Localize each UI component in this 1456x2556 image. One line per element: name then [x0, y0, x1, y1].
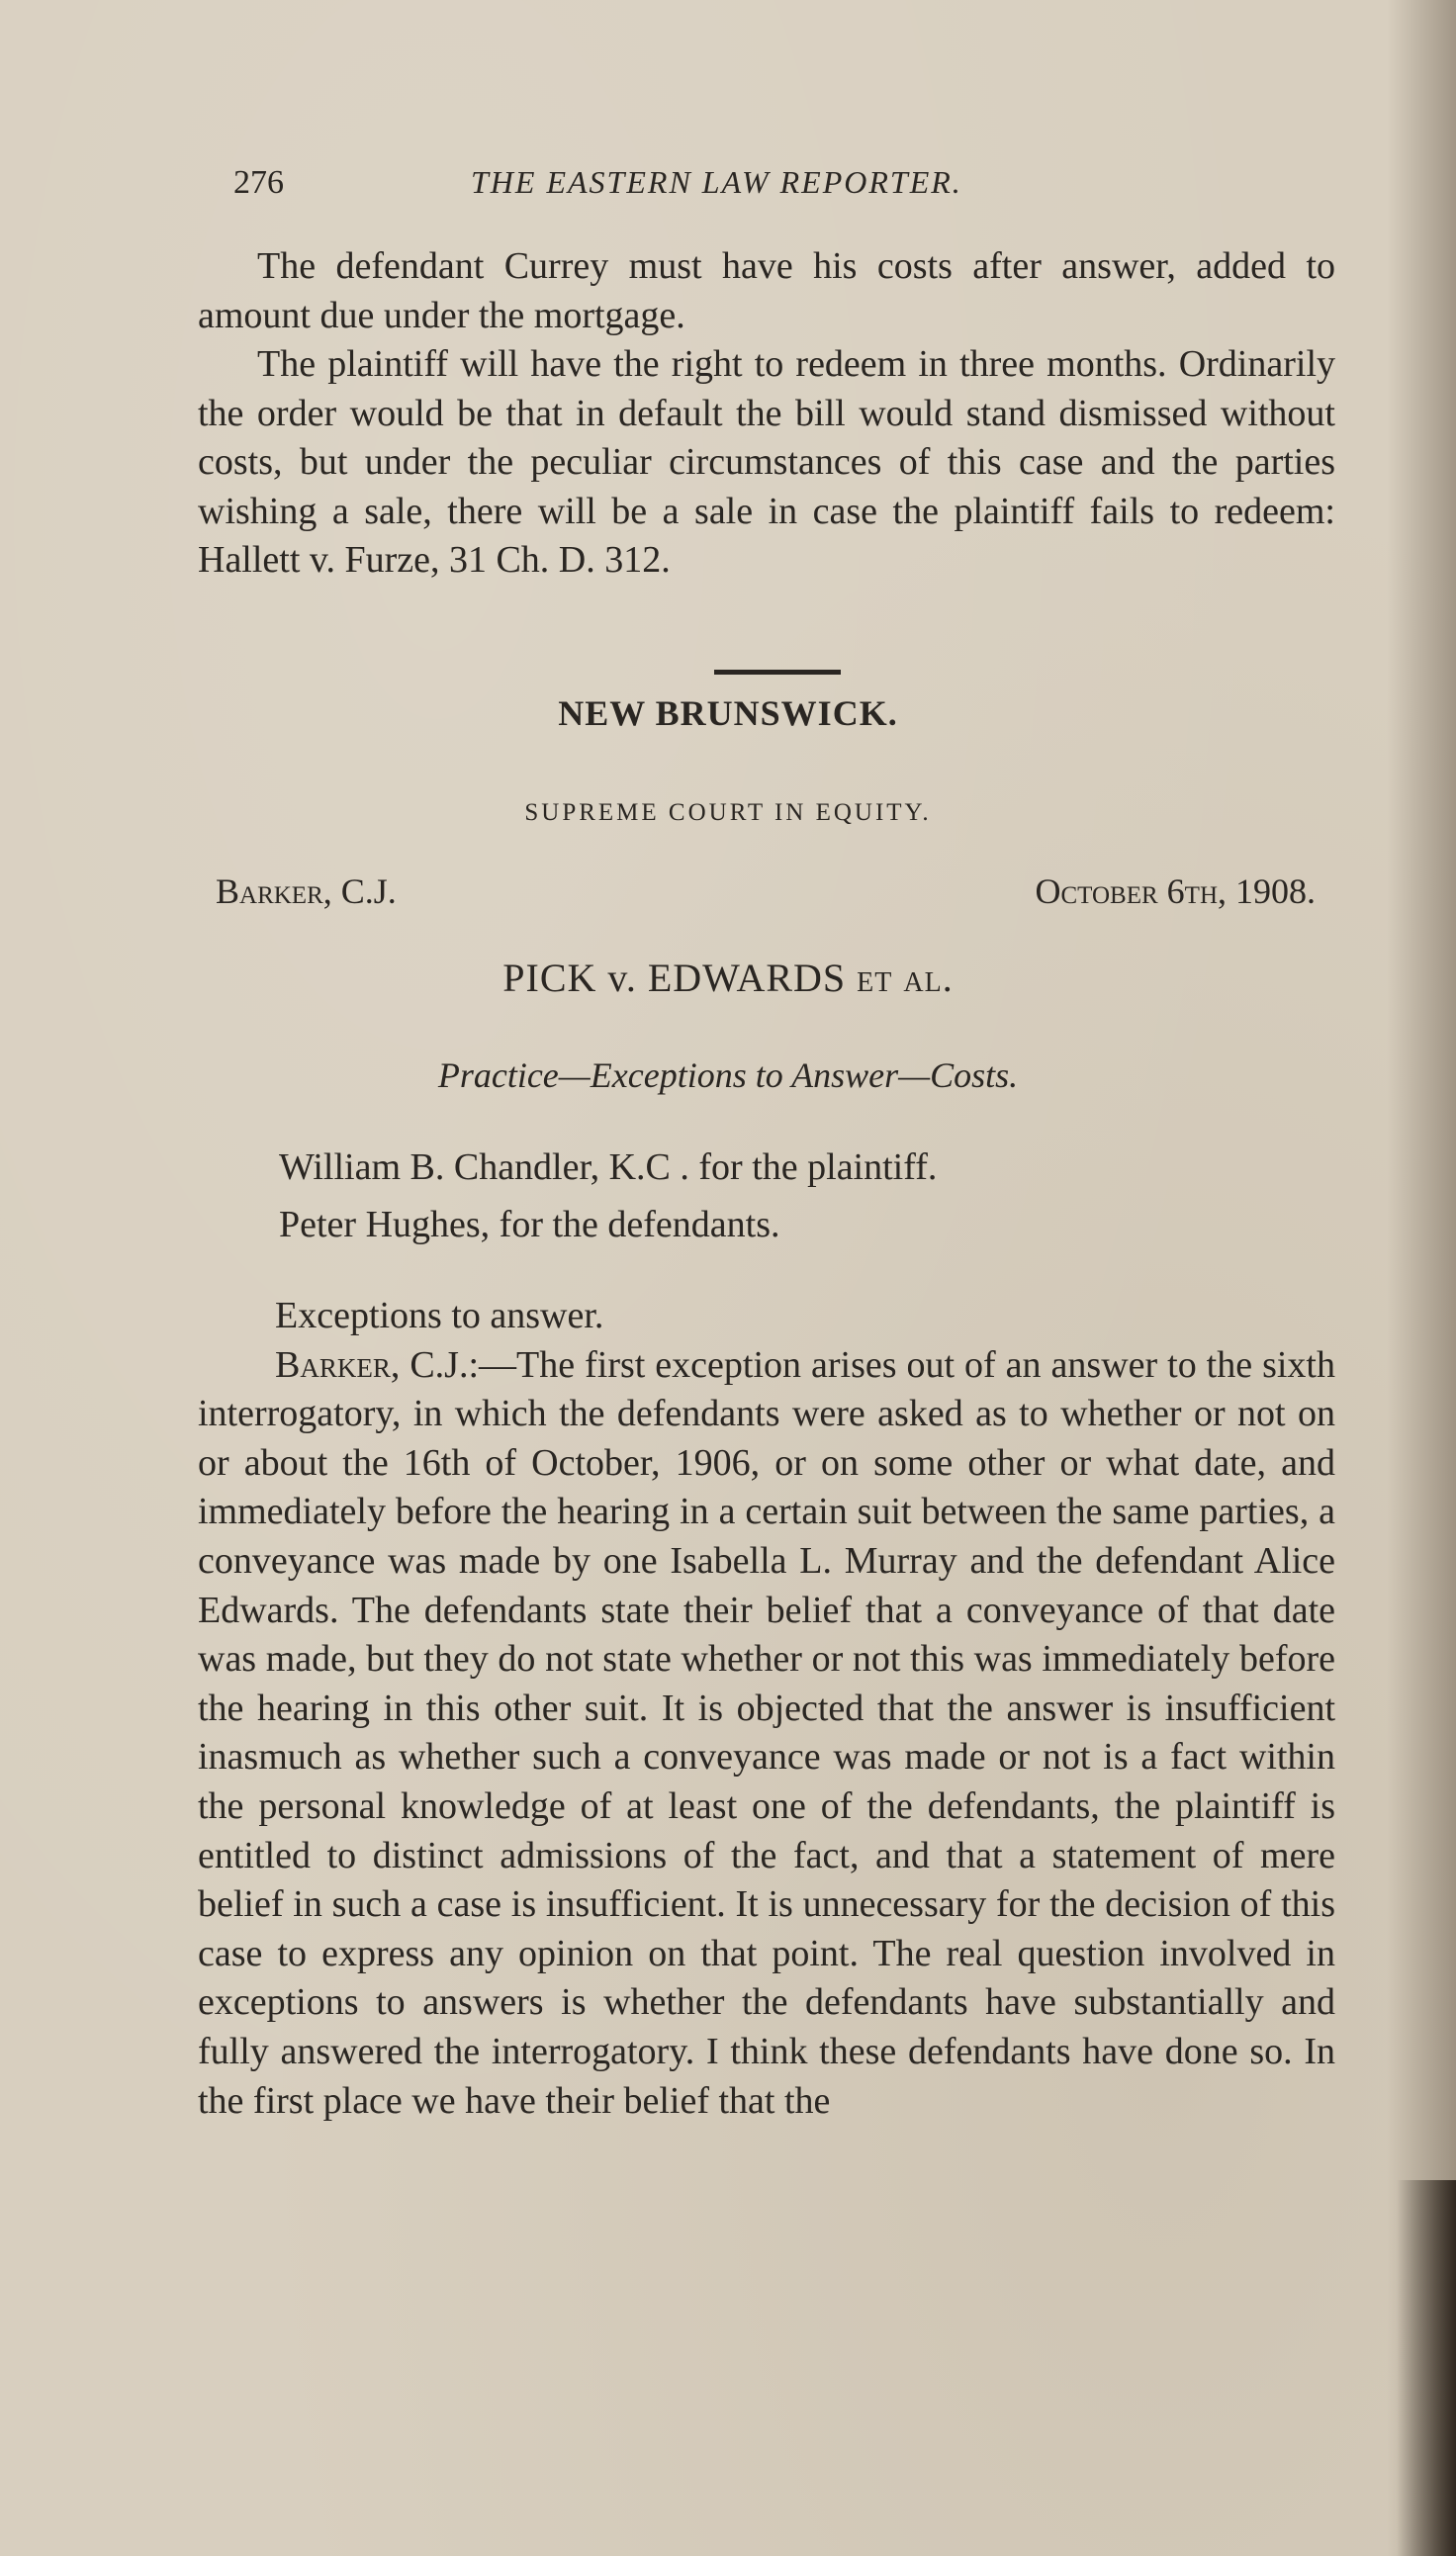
opinion-text	[198, 1292, 1335, 2126]
paragraph	[198, 1341, 1335, 2127]
case-parties: PICK v. EDWARDS	[502, 956, 847, 1000]
paragraph: The plaintiff will have the right to redeem in three months. Ordinarily the order would be that in default the bill would stand dismissed without costs, but under the peculiar circumstances of this case and the parties wishing a sale, there will be a sale in case the plaintiff fails to redeem: Hallett v. Furze, 31 Ch. D. 312.	[198, 343, 1335, 581]
binding-shadow	[1397, 2180, 1456, 2556]
running-title: THE EASTERN LAW REPORTER.	[471, 164, 962, 200]
page-edge-shadow	[1387, 0, 1456, 2556]
section-heading: NEW BRUNSWICK.	[558, 693, 898, 733]
court-name: SUPREME COURT IN EQUITY.	[524, 799, 932, 826]
counsel-plaintiff: William B. Chandler, K.C . for the plaintiff.	[279, 1146, 938, 1188]
opinion-body: :—The first exception arises out of an answer to the sixth interrogatory, in which the defendants were asked as to whether or not on or about the 16th of October, 1906, or on some other or what date, and immediately before the hearing in a certain suit between the same parties, a conveyance was made by one Isabella L. Murray and the defendant Alice Edwards. The defendants state their belief that a conveyance of that date was made, but they do not state whether or not this was immediately before the hearing in this other suit. It is objected that the answer is insufficient inasmuch as whether such a conveyance was made or not is a fact within the personal knowledge of at least one of the defendants, the plaintiff is entitled to distinct admissions of the fact, and that a statement of mere belief in such a case is insufficient. It is unnecessary for the decision of this case to express any opinion on that point. The real question involved in exceptions to answers is whether the defendants have substantially and fully answered the interrogatory. I think these defendants have done so. In the first place we have their belief that the	[198, 1343, 1335, 2122]
judge-line: Barker, C.J.	[216, 871, 397, 911]
paragraph: Exceptions to answer.	[275, 1295, 604, 1336]
counsel-defendants: Peter Hughes, for the defendants.	[279, 1204, 780, 1245]
page-number: 276	[233, 164, 284, 201]
case-title	[0, 955, 1456, 1001]
top-text	[198, 242, 1335, 586]
opinion-lead: Barker, C.J.	[275, 1343, 469, 1386]
running-header	[233, 164, 1262, 214]
case-suffix: et al.	[857, 956, 954, 1000]
date-line: October 6th, 1908.	[1035, 871, 1316, 911]
paragraph: The defendant Currey must have his costs after answer, added to amount due under the mortgage.	[198, 245, 1335, 336]
subject-line: Practice—Exceptions to Answer—Costs.	[437, 1055, 1019, 1095]
section-rule	[714, 670, 841, 675]
